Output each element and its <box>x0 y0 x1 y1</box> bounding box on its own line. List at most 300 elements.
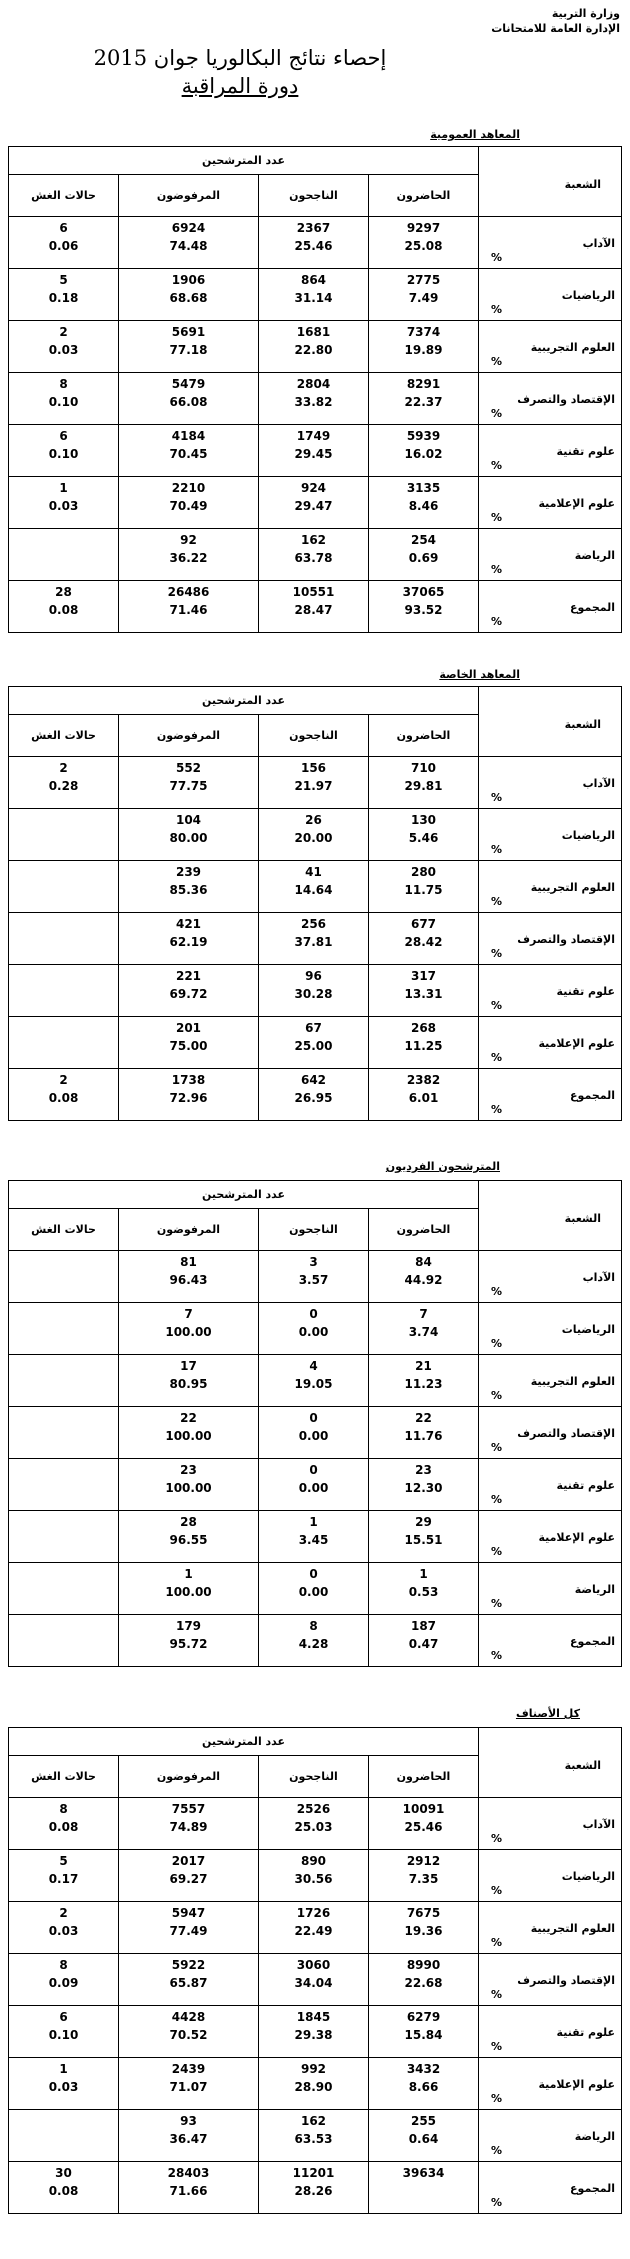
rejected-cell <box>119 809 259 861</box>
percent-value: 77.18 <box>169 343 208 357</box>
percent-sign: % <box>491 1884 503 1897</box>
percent-value: 0.64 <box>408 2132 439 2146</box>
present-cell <box>369 1355 479 1407</box>
percent-value: 19.05 <box>294 1377 333 1391</box>
rejected-cell <box>119 321 259 373</box>
table-row <box>9 965 622 1017</box>
branch-cell <box>479 1017 622 1069</box>
count-value: 5 <box>59 1854 68 1868</box>
count-value: 37065 <box>402 585 445 599</box>
cheat-cell <box>9 913 119 965</box>
cheat-cell <box>9 1902 119 1954</box>
passed-cell <box>259 913 369 965</box>
count-value: 156 <box>300 761 327 775</box>
count-value: 0 <box>309 1567 318 1581</box>
percent-value: 6.01 <box>408 1091 439 1105</box>
rejected-cell <box>119 373 259 425</box>
present-cell <box>369 2162 479 2214</box>
count-value: 96 <box>305 969 322 983</box>
count-value: 2382 <box>406 1073 441 1087</box>
present-cell <box>369 1407 479 1459</box>
percent-value: 3.45 <box>298 1533 329 1547</box>
count-value: 5947 <box>171 1906 206 1920</box>
table-row <box>9 861 622 913</box>
percent-value: 15.51 <box>404 1533 443 1547</box>
present-cell <box>369 2110 479 2162</box>
percent-value: 8.46 <box>408 499 439 513</box>
percent-value: 77.49 <box>169 1924 208 1938</box>
table-row <box>9 269 622 321</box>
percent-sign: % <box>491 1285 503 1298</box>
count-value: 162 <box>300 533 327 547</box>
rejected-cell <box>119 1850 259 1902</box>
percent-value: 0.47 <box>408 1637 439 1651</box>
count-value: 29 <box>415 1515 432 1529</box>
rejected-column-header: المرفوضون <box>119 1756 259 1798</box>
present-cell <box>369 425 479 477</box>
passed-column-header: الناجحون <box>259 715 369 757</box>
cheat-cell <box>9 1355 119 1407</box>
percent-sign: % <box>491 459 503 472</box>
percent-sign: % <box>491 1051 503 1064</box>
results-table <box>8 1727 622 2214</box>
percent-value: 12.30 <box>404 1481 443 1495</box>
passed-cell <box>259 1355 369 1407</box>
rejected-cell <box>119 529 259 581</box>
percent-value: 4.28 <box>298 1637 329 1651</box>
percent-value: 8.66 <box>408 2080 439 2094</box>
count-value: 256 <box>300 917 327 931</box>
percent-sign: % <box>491 791 503 804</box>
branch-cell <box>479 1459 622 1511</box>
percent-value: 7.35 <box>408 1872 439 1886</box>
percent-sign: % <box>491 895 503 908</box>
count-value: 7 <box>419 1307 428 1321</box>
branch-name: المجموع <box>570 1635 616 1649</box>
percent-value: 7.49 <box>408 291 439 305</box>
passed-cell <box>259 861 369 913</box>
branch-name: علوم تقنية <box>556 445 616 459</box>
ministry-name: وزارة التربية <box>551 7 620 20</box>
count-value: 201 <box>175 1021 202 1035</box>
branch-name: علوم الإعلامية <box>538 1037 616 1051</box>
percent-sign: % <box>491 999 503 1012</box>
percent-value: 66.08 <box>169 395 208 409</box>
present-cell <box>369 1798 479 1850</box>
passed-cell <box>259 2162 369 2214</box>
count-value: 5922 <box>171 1958 206 1972</box>
header-row <box>9 1181 622 1209</box>
count-value: 421 <box>175 917 202 931</box>
table-row <box>9 1303 622 1355</box>
branch-cell <box>479 1902 622 1954</box>
count-value: 1906 <box>171 273 206 287</box>
rejected-cell <box>119 1303 259 1355</box>
count-value: 4184 <box>171 429 206 443</box>
percent-value: 0.28 <box>48 779 79 793</box>
passed-cell <box>259 529 369 581</box>
branch-column-header <box>479 687 622 757</box>
count-value: 2439 <box>171 2062 206 2076</box>
percent-value: 29.45 <box>294 447 333 461</box>
count-value: 3432 <box>406 2062 441 2076</box>
candidates-group-header: عدد المترشحين <box>9 687 479 715</box>
count-value: 2804 <box>296 377 331 391</box>
passed-column-header: الناجحون <box>259 1756 369 1798</box>
table-row <box>9 529 622 581</box>
count-value: 28403 <box>167 2166 210 2180</box>
percent-value: 22.49 <box>294 1924 333 1938</box>
percent-value: 0.69 <box>408 551 439 565</box>
table-row <box>9 1355 622 1407</box>
passed-cell <box>259 1251 369 1303</box>
passed-cell <box>259 1615 369 1667</box>
count-value: 239 <box>175 865 202 879</box>
branch-cell <box>479 269 622 321</box>
passed-cell <box>259 1902 369 1954</box>
passed-cell <box>259 1069 369 1121</box>
count-value: 2912 <box>406 1854 441 1868</box>
rejected-column-header: المرفوضون <box>119 175 259 217</box>
branch-name: المجموع <box>570 2182 616 2196</box>
present-cell <box>369 1251 479 1303</box>
percent-value: 25.08 <box>404 239 443 253</box>
percent-value: 0.03 <box>48 1924 79 1938</box>
count-value: 7374 <box>406 325 441 339</box>
count-value: 8 <box>309 1619 318 1633</box>
passed-cell <box>259 373 369 425</box>
percent-value: 11.75 <box>404 883 443 897</box>
percent-value: 34.04 <box>294 1976 333 1990</box>
percent-value: 11.25 <box>404 1039 443 1053</box>
cheat-cell <box>9 1850 119 1902</box>
count-value: 254 <box>410 533 437 547</box>
percent-value: 70.49 <box>169 499 208 513</box>
percent-value: 71.66 <box>169 2184 208 2198</box>
percent-value: 0.08 <box>48 603 79 617</box>
percent-sign: % <box>491 251 503 264</box>
branch-cell <box>479 809 622 861</box>
percent-value: 22.80 <box>294 343 333 357</box>
branch-name: المجموع <box>570 601 616 615</box>
branch-cell <box>479 1303 622 1355</box>
count-value: 9297 <box>406 221 441 235</box>
table-row <box>9 1407 622 1459</box>
rejected-cell <box>119 1407 259 1459</box>
count-value: 0 <box>309 1463 318 1477</box>
percent-sign: % <box>491 1441 503 1454</box>
passed-cell <box>259 269 369 321</box>
branch-cell <box>479 1355 622 1407</box>
count-value: 3 <box>309 1255 318 1269</box>
count-value: 104 <box>175 813 202 827</box>
table-row <box>9 1511 622 1563</box>
rejected-cell <box>119 581 259 633</box>
passed-cell <box>259 809 369 861</box>
passed-cell <box>259 477 369 529</box>
table-row <box>9 1563 622 1615</box>
percent-value: 71.07 <box>169 2080 208 2094</box>
count-value: 8 <box>59 1958 68 1972</box>
percent-value: 0.00 <box>298 1429 329 1443</box>
percent-value: 74.48 <box>169 239 208 253</box>
count-value: 5479 <box>171 377 206 391</box>
percent-sign: % <box>491 2144 503 2157</box>
present-column-header: الحاضرون <box>369 715 479 757</box>
branch-name: الإقتصاد والتصرف <box>517 1974 616 1988</box>
percent-value: 71.46 <box>169 603 208 617</box>
title-line-2: دورة المراقبة <box>181 74 299 98</box>
rejected-cell <box>119 2162 259 2214</box>
percent-value: 25.46 <box>294 239 333 253</box>
percent-value: 80.95 <box>169 1377 208 1391</box>
passed-cell <box>259 425 369 477</box>
percent-value: 96.43 <box>169 1273 208 1287</box>
count-value: 8990 <box>406 1958 441 1972</box>
passed-cell <box>259 2058 369 2110</box>
percent-value: 44.92 <box>404 1273 443 1287</box>
percent-sign: % <box>491 1832 503 1845</box>
header-row <box>9 147 622 175</box>
rejected-cell <box>119 1355 259 1407</box>
percent-value: 0.10 <box>48 447 79 461</box>
branch-name: العلوم التجريبية <box>530 341 616 355</box>
branch-name: العلوم التجريبية <box>530 1375 616 1389</box>
branch-name: الرياضة <box>574 549 616 563</box>
present-cell <box>369 1459 479 1511</box>
cheat-cell <box>9 2110 119 2162</box>
percent-value: 68.68 <box>169 291 208 305</box>
percent-sign: % <box>491 947 503 960</box>
passed-cell <box>259 965 369 1017</box>
rejected-column-header: المرفوضون <box>119 715 259 757</box>
present-cell <box>369 913 479 965</box>
table-row <box>9 1615 622 1667</box>
rejected-cell <box>119 1459 259 1511</box>
count-value: 2 <box>59 1906 68 1920</box>
branch-name: الآداب <box>582 237 616 251</box>
cheat-cell <box>9 809 119 861</box>
percent-sign: % <box>491 2040 503 2053</box>
present-cell <box>369 809 479 861</box>
count-value: 22 <box>180 1411 197 1425</box>
count-value: 1 <box>419 1567 428 1581</box>
count-value: 28 <box>180 1515 197 1529</box>
branch-cell <box>479 2058 622 2110</box>
percent-value: 11.76 <box>404 1429 443 1443</box>
percent-sign: % <box>491 2092 503 2105</box>
count-value: 5939 <box>406 429 441 443</box>
branch-cell <box>479 2162 622 2214</box>
rejected-cell <box>119 2058 259 2110</box>
count-value: 11201 <box>292 2166 335 2180</box>
rejected-cell <box>119 965 259 1017</box>
percent-value: 0.09 <box>48 1976 79 1990</box>
branch-name: الآداب <box>582 1271 616 1285</box>
table-row <box>9 1954 622 2006</box>
branch-header-label: الشعبة <box>564 1212 602 1226</box>
percent-value: 25.00 <box>294 1039 333 1053</box>
percent-value: 0.03 <box>48 2080 79 2094</box>
count-value: 6279 <box>406 2010 441 2024</box>
branch-cell <box>479 1563 622 1615</box>
branch-header-label: الشعبة <box>564 1759 602 1773</box>
branch-name: علوم الإعلامية <box>538 1531 616 1545</box>
table-row <box>9 2110 622 2162</box>
branch-name: الرياضة <box>574 1583 616 1597</box>
results-table <box>8 146 622 633</box>
count-value: 2367 <box>296 221 331 235</box>
percent-value: 0.17 <box>48 1872 79 1886</box>
percent-sign: % <box>491 1493 503 1506</box>
branch-header-label: الشعبة <box>564 178 602 192</box>
percent-value: 0.00 <box>298 1325 329 1339</box>
cheat-cell <box>9 477 119 529</box>
percent-sign: % <box>491 1103 503 1116</box>
percent-sign: % <box>491 615 503 628</box>
percent-value: 63.53 <box>294 2132 333 2146</box>
percent-value: 22.68 <box>404 1976 443 1990</box>
branch-column-header <box>479 1728 622 1798</box>
count-value: 1 <box>184 1567 193 1581</box>
branch-cell <box>479 477 622 529</box>
cheat-column-header: حالات الغش <box>9 1756 119 1798</box>
present-cell <box>369 529 479 581</box>
percent-value: 15.84 <box>404 2028 443 2042</box>
table-row <box>9 809 622 861</box>
table-row <box>9 1459 622 1511</box>
branch-cell <box>479 1069 622 1121</box>
present-cell <box>369 2006 479 2058</box>
table-row <box>9 1069 622 1121</box>
count-value: 5 <box>59 273 68 287</box>
passed-column-header: الناجحون <box>259 175 369 217</box>
percent-value: 26.95 <box>294 1091 333 1105</box>
percent-value: 0.08 <box>48 1091 79 1105</box>
percent-value: 70.52 <box>169 2028 208 2042</box>
count-value: 179 <box>175 1619 202 1633</box>
rejected-cell <box>119 913 259 965</box>
table-row <box>9 1017 622 1069</box>
count-value: 162 <box>300 2114 327 2128</box>
branch-name: علوم الإعلامية <box>538 2078 616 2092</box>
present-cell <box>369 1563 479 1615</box>
present-column-header: الحاضرون <box>369 1756 479 1798</box>
table-row <box>9 1251 622 1303</box>
branch-name: علوم تقنية <box>556 985 616 999</box>
count-value: 268 <box>410 1021 437 1035</box>
count-value: 23 <box>415 1463 432 1477</box>
section-label: المترشحون الفرديون <box>385 1160 500 1173</box>
cheat-cell <box>9 1069 119 1121</box>
passed-cell <box>259 757 369 809</box>
percent-value: 21.97 <box>294 779 333 793</box>
passed-cell <box>259 1954 369 2006</box>
percent-value: 62.19 <box>169 935 208 949</box>
count-value: 1 <box>59 2062 68 2076</box>
branch-name: العلوم التجريبية <box>530 881 616 895</box>
branch-column-header <box>479 147 622 217</box>
count-value: 1681 <box>296 325 331 339</box>
count-value: 6 <box>59 221 68 235</box>
percent-sign: % <box>491 1988 503 2001</box>
present-cell <box>369 1902 479 1954</box>
branch-cell <box>479 321 622 373</box>
present-cell <box>369 2058 479 2110</box>
branch-name: المجموع <box>570 1089 616 1103</box>
table-row <box>9 1850 622 1902</box>
rejected-cell <box>119 1069 259 1121</box>
percent-value: 0.08 <box>48 1820 79 1834</box>
count-value: 992 <box>300 2062 327 2076</box>
count-value: 4428 <box>171 2010 206 2024</box>
present-cell <box>369 581 479 633</box>
rejected-cell <box>119 269 259 321</box>
count-value: 2 <box>59 761 68 775</box>
rejected-cell <box>119 861 259 913</box>
percent-value: 28.26 <box>294 2184 333 2198</box>
present-cell <box>369 1511 479 1563</box>
cheat-cell <box>9 217 119 269</box>
count-value: 4 <box>309 1359 318 1373</box>
branch-name: الإقتصاد والتصرف <box>517 933 616 947</box>
percent-value: 16.02 <box>404 447 443 461</box>
count-value: 6 <box>59 429 68 443</box>
count-value: 39634 <box>402 2166 445 2180</box>
present-cell <box>369 1954 479 2006</box>
present-cell <box>369 757 479 809</box>
branch-name: الرياضيات <box>561 289 616 303</box>
percent-value: 22.37 <box>404 395 443 409</box>
passed-column-header: الناجحون <box>259 1209 369 1251</box>
count-value: 10551 <box>292 585 335 599</box>
percent-value: 0.00 <box>298 1481 329 1495</box>
branch-name: علوم تقنية <box>556 1479 616 1493</box>
table-row <box>9 2162 622 2214</box>
rejected-cell <box>119 1954 259 2006</box>
percent-sign: % <box>491 407 503 420</box>
count-value: 23 <box>180 1463 197 1477</box>
section-label: المعاهد العمومية <box>430 128 520 141</box>
percent-sign: % <box>491 563 503 576</box>
branch-cell <box>479 1407 622 1459</box>
percent-value: 0.10 <box>48 395 79 409</box>
present-cell <box>369 861 479 913</box>
results-table <box>8 686 622 1121</box>
percent-value: 0.00 <box>298 1585 329 1599</box>
table-row <box>9 373 622 425</box>
branch-cell <box>479 2006 622 2058</box>
cheat-cell <box>9 1407 119 1459</box>
count-value: 26486 <box>167 585 210 599</box>
percent-value: 0.03 <box>48 499 79 513</box>
candidates-group-header: عدد المترشحين <box>9 1181 479 1209</box>
percent-value: 13.31 <box>404 987 443 1001</box>
count-value: 642 <box>300 1073 327 1087</box>
percent-sign: % <box>491 303 503 316</box>
percent-value: 19.36 <box>404 1924 443 1938</box>
issuer-block <box>450 6 620 36</box>
present-cell <box>369 217 479 269</box>
results-table <box>8 1180 622 1667</box>
percent-sign: % <box>491 843 503 856</box>
count-value: 7557 <box>171 1802 206 1816</box>
count-value: 890 <box>300 1854 327 1868</box>
header-row <box>9 1728 622 1756</box>
count-value: 3135 <box>406 481 441 495</box>
percent-value: 100.00 <box>165 1481 212 1495</box>
table-row <box>9 1798 622 1850</box>
